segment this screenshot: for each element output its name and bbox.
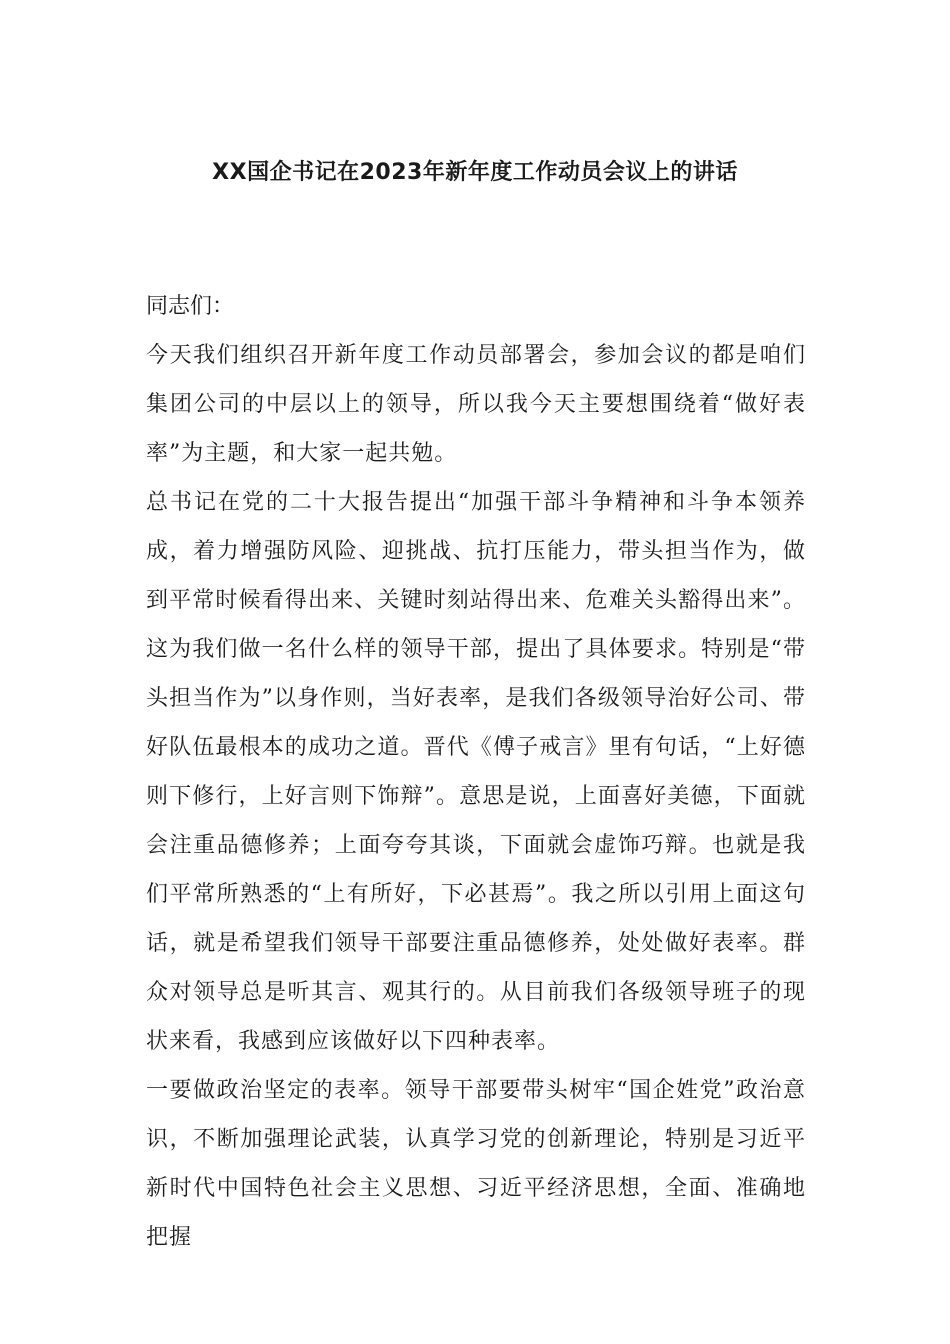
salutation: 同志们： bbox=[146, 294, 235, 319]
paragraph-3: 一要做政治坚定的表率。领导干部要带头树牢“国企姓党”政治意识，不断加强理论武装，认真学习党的创新理论，特别是习近平新时代中国特色社会主义思想、习近平经济思想，全面、准确地把握 bbox=[146, 1078, 806, 1250]
paragraph-2: 总书记在党的二十大报告提出“加强干部斗争精神和斗争本领养成，着力增强防风险、迎挑战、抗打压能力，带头担当作为，做到平常时候看得出来、关键时刻站得出来、危难关头豁得出来”。这为我们做一名什么样的领导干部，提出了具体要求。特别是“带头担当作为”以身作则，当好表率，是我们各级领导治好公司、带好队伍最根本的成功之道。晋代《傅子戒言》里有句话，“上好德则下修行，上好言则下饰辩”。意思是说，上面喜好美德，下面就会注重品德修养；上面夸夸其谈，下面就会虚饰巧辩。也就是我们平常所熟悉的“上有所好，下必甚焉”。我之所以引用上面这句话，就是希望我们领导干部要注重品德修养，处处做好表率。群众对领导总是听其言、观其行的。从目前我们各级领导班子的现状来看，我感到应该做好以下四种表率。 bbox=[146, 490, 806, 1054]
document-title: XX国企书记在2023年新年度工作动员会议上的讲话 bbox=[212, 160, 738, 185]
paragraph-1: 今天我们组织召开新年度工作动员部署会，参加会议的都是咱们集团公司的中层以上的领导，所以我今天主要想围绕着“做好表率”为主题，和大家一起共勉。 bbox=[146, 343, 806, 466]
document-body bbox=[146, 282, 806, 1262]
